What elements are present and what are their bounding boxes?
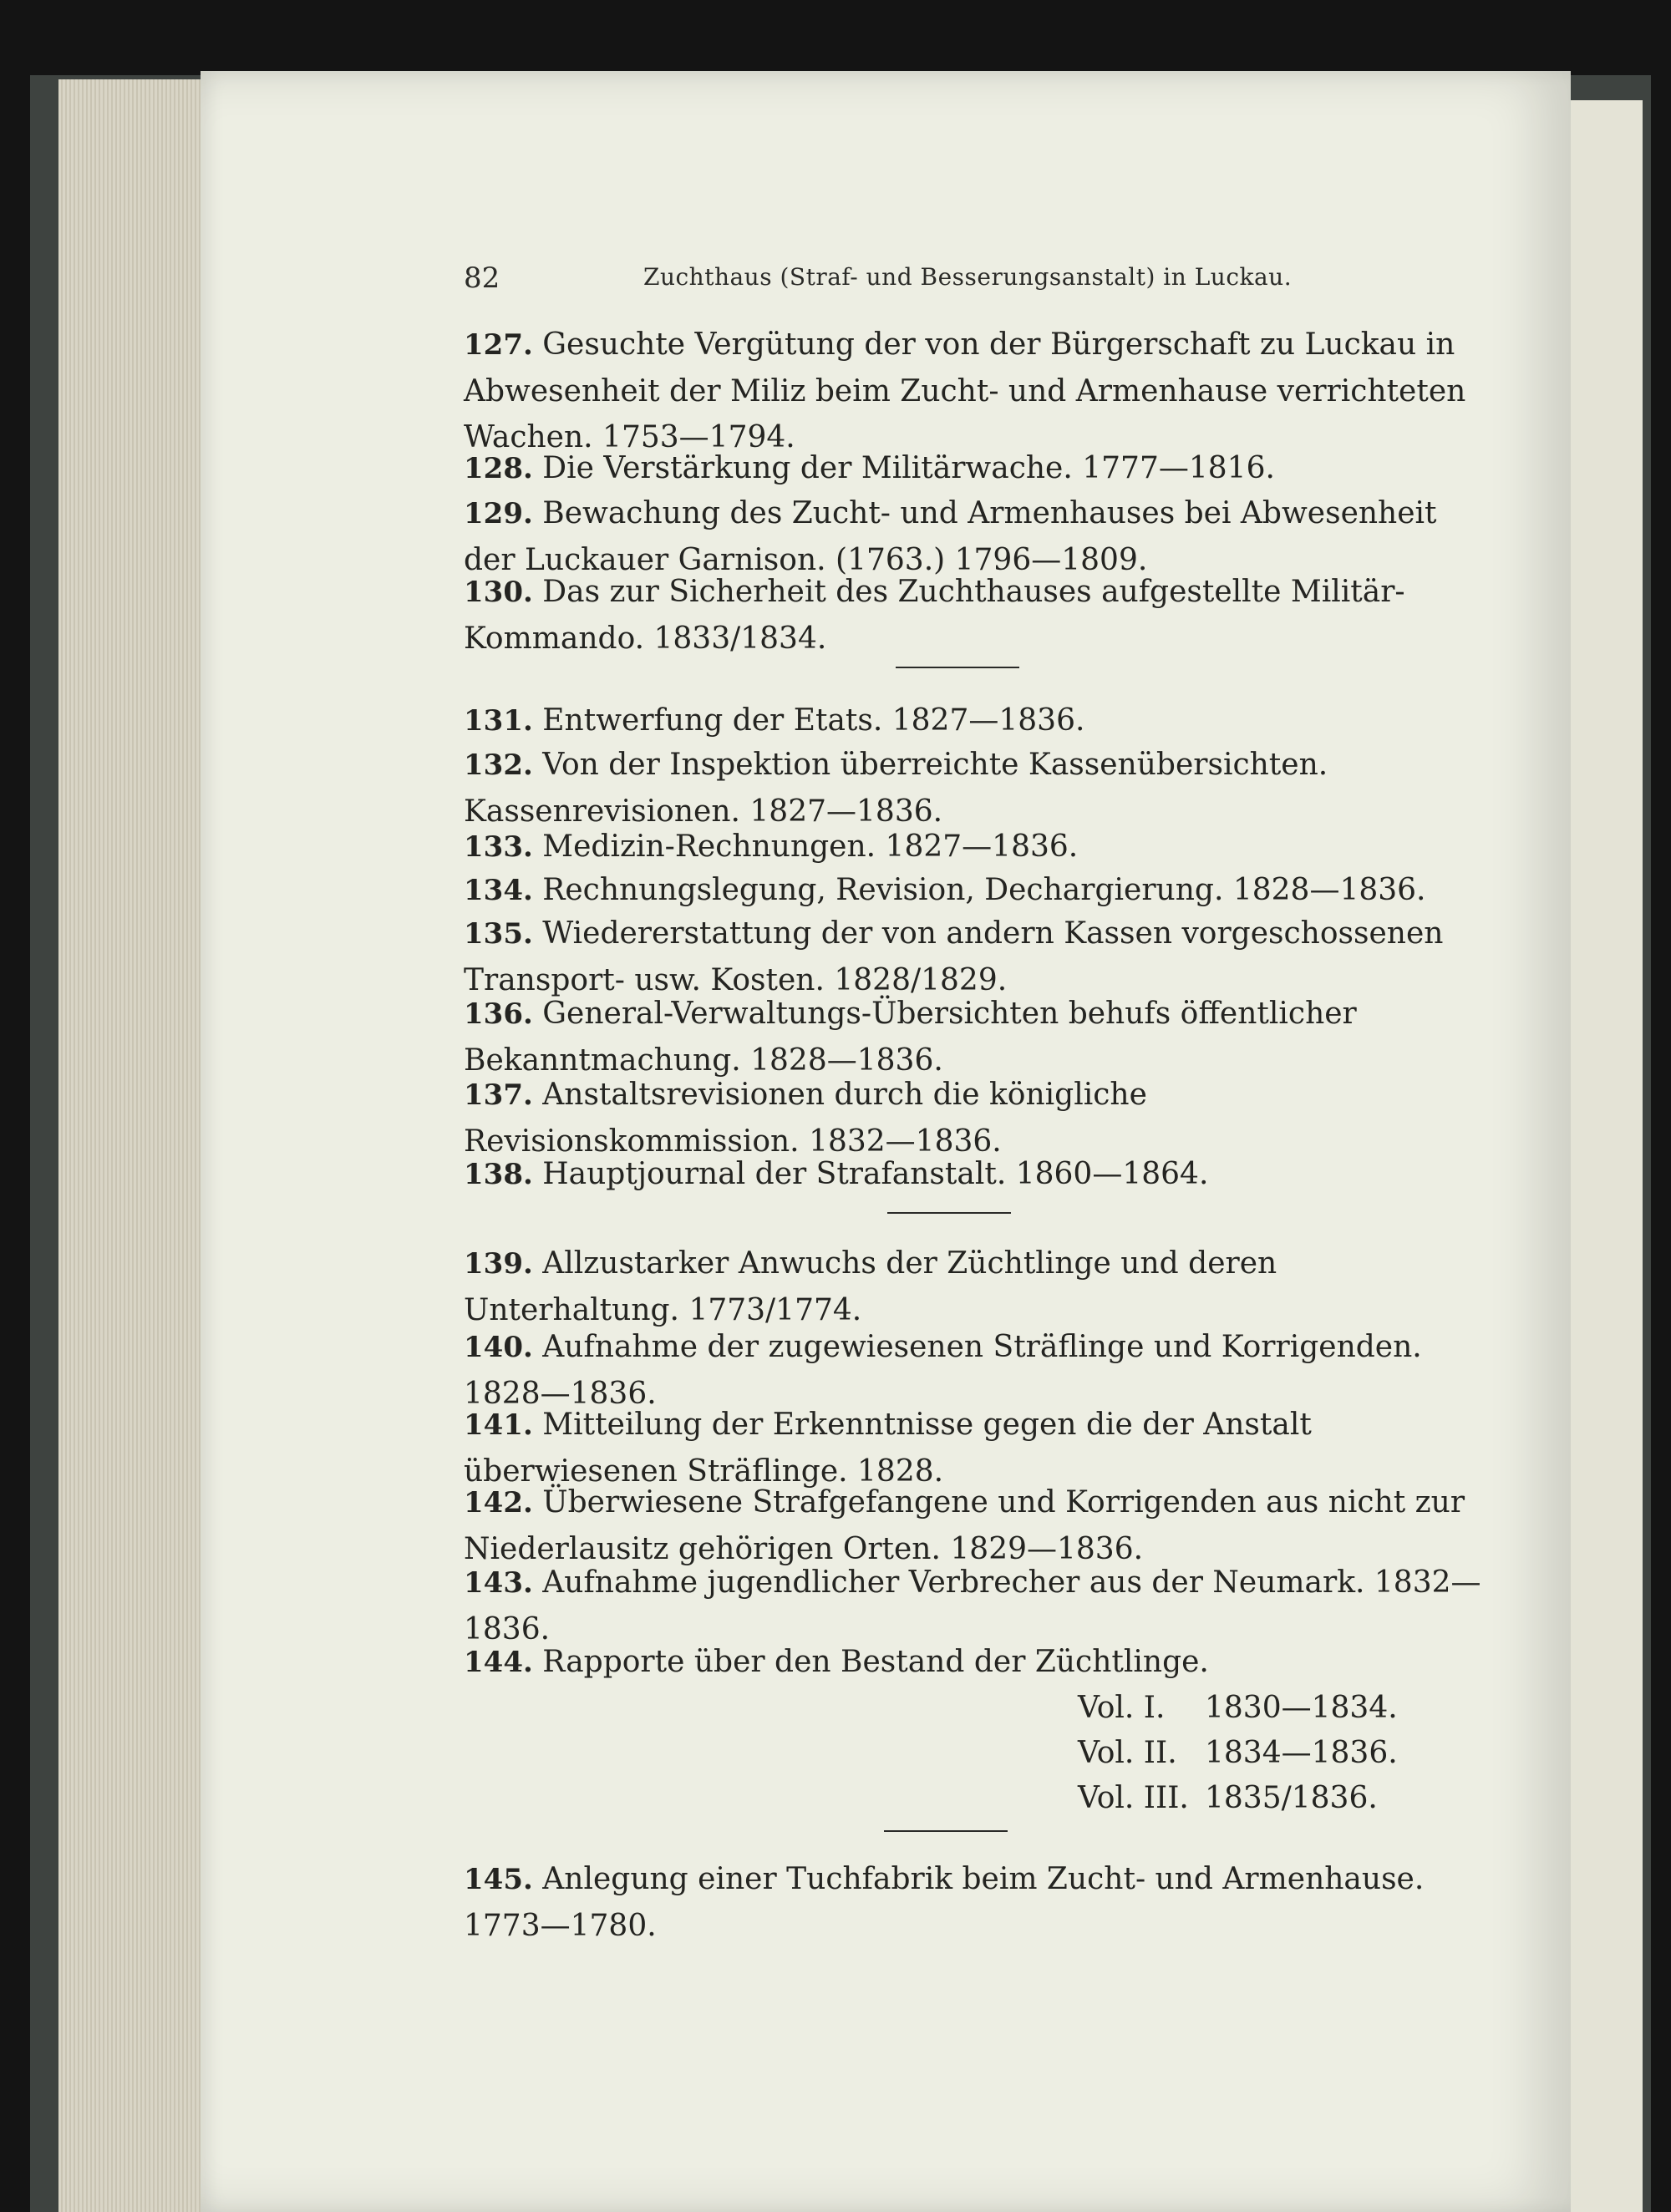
entry-number: 136.	[464, 997, 533, 1031]
entry-number: 134.	[464, 874, 533, 907]
page-header	[464, 253, 1299, 303]
entry-number: 139.	[464, 1247, 533, 1281]
entry-text: Die Verstärkung der Militärwache. 1777—1816.	[542, 451, 1275, 485]
entry-136	[464, 991, 1483, 1083]
entry-145	[464, 1856, 1483, 1949]
entry-number: 138.	[464, 1158, 533, 1191]
entry-128	[464, 445, 1483, 492]
entry-text: Medizin-Rechnungen. 1827—1836.	[542, 830, 1079, 864]
entry-text: Bewachung des Zucht- und Armenhauses bei Abwesenheit der Luckauer Garnison. (1763.) 1796—1809.	[464, 496, 1437, 577]
entry-text: Hauptjournal der Strafanstalt. 1860—1864.	[542, 1157, 1209, 1191]
entry-text: Anlegung einer Tuchfabrik beim Zucht- und Armenhause. 1773—1780.	[464, 1862, 1425, 1943]
section-divider	[887, 1212, 1011, 1214]
entry-number: 133.	[464, 830, 533, 864]
entry-number: 140.	[464, 1331, 533, 1364]
entry-number: 141.	[464, 1408, 533, 1442]
volume-dates: 1830—1834.	[1205, 1691, 1398, 1725]
entry-139	[464, 1240, 1483, 1333]
entry-number: 144.	[464, 1646, 533, 1679]
entry-144	[464, 1639, 1483, 1686]
entry-text: Das zur Sicherheit des Zuchthauses aufgestellte Militär-Kommando. 1833/1834.	[464, 575, 1405, 656]
entry-text: General-Verwaltungs-Übersichten behufs öffentlicher Bekanntmachung. 1828—1836.	[464, 997, 1357, 1078]
volume-row	[1078, 1691, 1398, 1736]
entry-number: 135.	[464, 917, 533, 951]
volume-dates: 1834—1836.	[1205, 1736, 1398, 1770]
volume-label: Vol. II.	[1078, 1736, 1177, 1770]
entry-133	[464, 824, 1483, 870]
entry-number: 145.	[464, 1863, 533, 1896]
entry-number: 128.	[464, 452, 533, 485]
entry-number: 137.	[464, 1078, 533, 1112]
volume-label: Vol. I.	[1078, 1691, 1166, 1725]
entry-138	[464, 1151, 1483, 1198]
entry-132	[464, 742, 1483, 835]
entry-text: Aufnahme jugendlicher Verbrecher aus der Neumark. 1832—1836.	[464, 1565, 1481, 1646]
facing-page-edge	[1571, 100, 1643, 2212]
volume-dates: 1835/1836.	[1205, 1781, 1378, 1815]
entry-127	[464, 322, 1483, 460]
page-edge	[58, 79, 209, 2212]
volume-label: Vol. III.	[1078, 1781, 1189, 1815]
entry-134	[464, 867, 1483, 914]
volume-row	[1078, 1781, 1398, 1826]
entry-131	[464, 698, 1483, 744]
volume-list	[1078, 1691, 1398, 1826]
entry-text: Gesuchte Vergütung der von der Bürgerschaft zu Luckau in Abwesenheit der Miliz beim Zucht- und Armenhause verrichteten Wachen. 1753—1794.	[464, 327, 1466, 454]
entry-142	[464, 1479, 1483, 1572]
entry-text: Wiedererstattung der von andern Kassen vorgeschossenen Transport- usw. Kosten. 1828/1829.	[464, 916, 1444, 997]
volume-row	[1078, 1736, 1398, 1781]
entry-text: Anstaltsrevisionen durch die königliche Revisionskommission. 1832—1836.	[464, 1078, 1147, 1159]
entry-number: 127.	[464, 328, 533, 362]
entry-text: Von der Inspektion überreichte Kassenübersichten. Kassenrevisionen. 1827—1836.	[464, 748, 1328, 829]
entry-number: 129.	[464, 497, 533, 530]
page-number: 82	[464, 261, 500, 295]
section-divider	[884, 1830, 1008, 1832]
entry-text: Allzustarker Anwuchs der Züchtlinge und deren Unterhaltung. 1773/1774.	[464, 1246, 1277, 1327]
entry-number: 132.	[464, 748, 533, 782]
entry-text: Überwiesene Strafgefangene und Korrigenden aus nicht zur Niederlausitz gehörigen Orten. 1829—1836.	[464, 1485, 1465, 1566]
section-divider	[896, 667, 1019, 668]
entry-130	[464, 569, 1483, 662]
entry-text: Aufnahme der zugewiesenen Sträflinge und Korrigenden. 1828—1836.	[464, 1330, 1422, 1411]
entry-135	[464, 911, 1483, 1003]
entry-number: 143.	[464, 1566, 533, 1600]
entry-text: Entwerfung der Etats. 1827—1836.	[542, 703, 1085, 738]
entry-text: Rapporte über den Bestand der Züchtlinge.	[542, 1645, 1209, 1679]
running-head: Zuchthaus (Straf- und Besserungsanstalt) in Luckau.	[643, 263, 1293, 291]
entry-number: 130.	[464, 576, 533, 609]
entry-number: 131.	[464, 704, 533, 738]
entry-text: Rechnungslegung, Revision, Dechargierung. 1828—1836.	[542, 873, 1426, 907]
entry-number: 142.	[464, 1486, 533, 1519]
entry-text: Mitteilung der Erkenntnisse gegen die der Anstalt überwiesenen Sträflinge. 1828.	[464, 1408, 1312, 1489]
